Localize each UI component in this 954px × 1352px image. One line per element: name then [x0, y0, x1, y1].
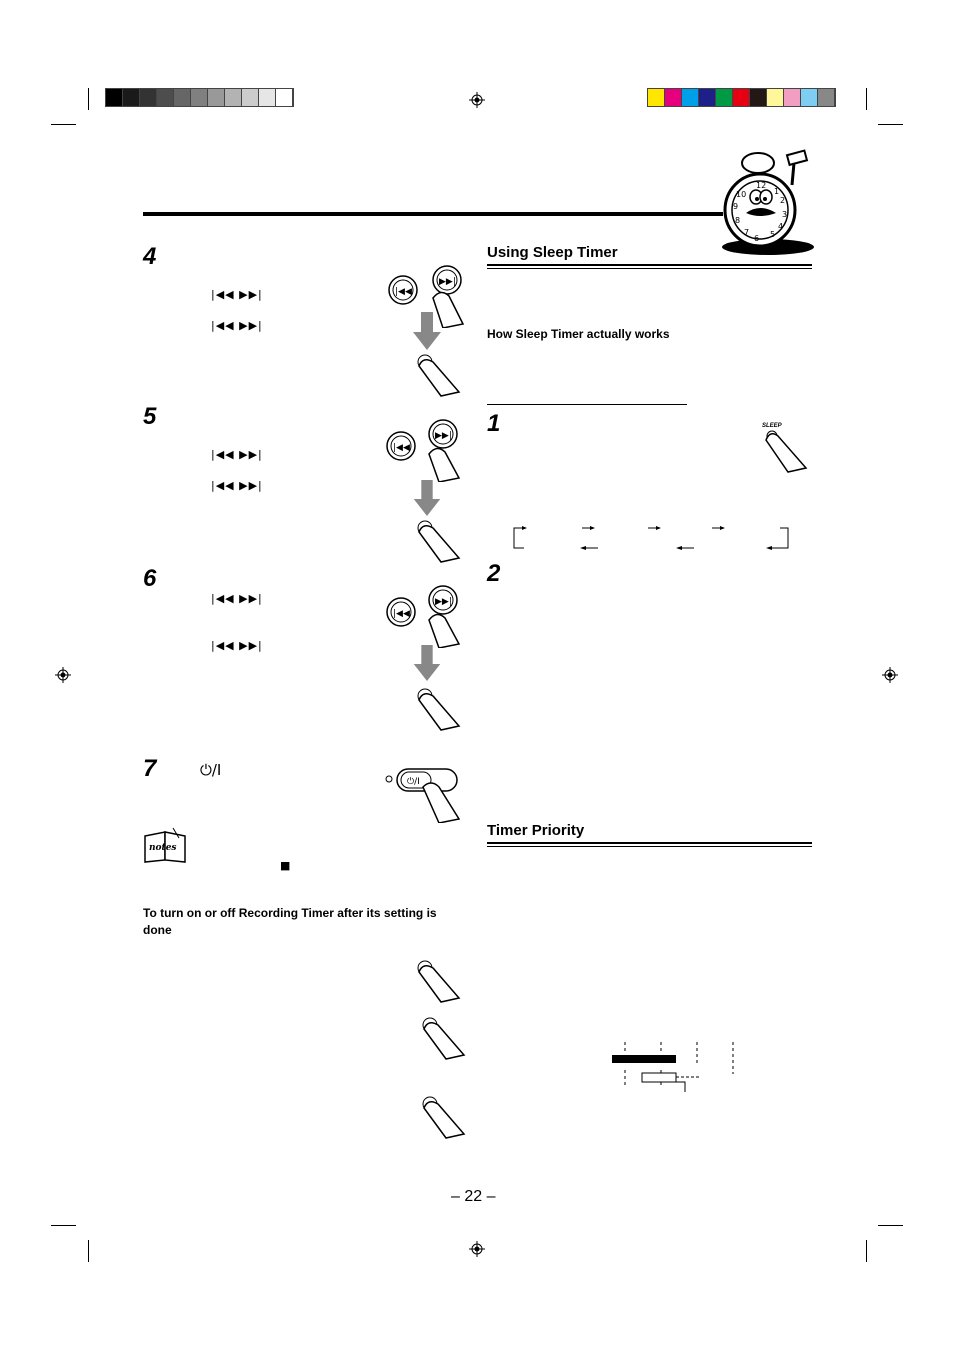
color-swatch	[242, 89, 259, 106]
svg-text:3: 3	[782, 210, 788, 219]
finger-press-icon	[413, 352, 463, 397]
step-number: 4	[143, 243, 157, 270]
svg-text:SLEEP: SLEEP	[762, 423, 782, 429]
skip-buttons-symbol: |◀◀ ▶▶|	[211, 319, 263, 332]
finger-press-icon	[413, 518, 463, 563]
how-sleep-timer-works: How Sleep Timer actually works	[487, 327, 670, 341]
color-swatch	[716, 89, 733, 106]
color-swatch	[818, 89, 835, 106]
section-rule	[487, 264, 812, 266]
recording-timer-subheading: To turn on or off Recording Timer after its setting is done	[143, 906, 437, 937]
process-color-bar	[647, 88, 836, 107]
registration-mark-icon	[55, 667, 71, 683]
registration-mark-icon	[469, 1241, 485, 1257]
color-swatch	[157, 89, 174, 106]
svg-text:▶▶|: ▶▶|	[439, 277, 456, 287]
finger-press-icon	[418, 1015, 468, 1060]
color-swatch	[733, 89, 750, 106]
step-number: 2	[487, 560, 501, 587]
thin-rule	[487, 404, 687, 405]
finger-press-icon	[413, 958, 463, 1003]
color-swatch	[750, 89, 767, 106]
step-number: 5	[143, 403, 157, 430]
crop-mark	[88, 88, 89, 110]
color-swatch	[123, 89, 140, 106]
color-swatch	[767, 89, 784, 106]
page-number: – 22 –	[451, 1188, 496, 1205]
registration-mark-icon	[469, 92, 485, 108]
grayscale-color-bar	[105, 88, 294, 107]
sleep-button-icon[interactable]	[758, 418, 810, 473]
stop-symbol: ■	[280, 859, 291, 872]
section-heading-sleep-timer: Using Sleep Timer	[487, 244, 618, 261]
skip-buttons-symbol: |◀◀ ▶▶|	[211, 448, 263, 461]
svg-text:|◀◀: |◀◀	[393, 443, 410, 453]
svg-text:5: 5	[770, 230, 776, 239]
skip-buttons-symbol: |◀◀ ▶▶|	[211, 288, 263, 301]
finger-press-icon	[418, 1094, 468, 1139]
svg-text:8: 8	[735, 216, 741, 225]
color-swatch	[648, 89, 665, 106]
section-rule	[487, 846, 812, 847]
color-swatch	[665, 89, 682, 106]
timer-priority-diagram	[605, 1042, 745, 1092]
step-number: 7	[143, 755, 157, 782]
svg-text:|◀◀: |◀◀	[393, 609, 410, 619]
svg-text:6: 6	[754, 234, 760, 243]
crop-mark	[866, 88, 867, 110]
registration-mark-icon	[882, 667, 898, 683]
crop-mark	[878, 124, 903, 125]
color-swatch	[208, 89, 225, 106]
section-heading-timer-priority: Timer Priority	[487, 822, 585, 839]
color-swatch	[276, 89, 293, 106]
section-rule	[487, 268, 812, 269]
color-swatch	[699, 89, 716, 106]
skip-buttons-symbol: |◀◀ ▶▶|	[211, 592, 263, 605]
color-swatch	[140, 89, 157, 106]
svg-text:▶▶|: ▶▶|	[435, 431, 452, 441]
sleep-sequence-diagram	[510, 522, 794, 552]
color-swatch	[106, 89, 123, 106]
skip-buttons-symbol: |◀◀ ▶▶|	[211, 639, 263, 652]
down-arrow-icon	[413, 645, 441, 681]
notes-icon	[143, 826, 189, 864]
svg-text:notes: notes	[149, 843, 177, 853]
color-swatch	[259, 89, 276, 106]
color-swatch	[225, 89, 242, 106]
color-swatch	[191, 89, 208, 106]
power-symbol: ⏻/I	[200, 761, 222, 779]
color-swatch	[682, 89, 699, 106]
power-button-icon[interactable]	[383, 765, 463, 823]
svg-text:12: 12	[756, 181, 767, 190]
alarm-clock-icon	[716, 145, 816, 257]
section-rule	[487, 842, 812, 844]
svg-text:9: 9	[733, 202, 739, 211]
svg-text:10: 10	[736, 190, 747, 199]
svg-text:⏻/I: ⏻/I	[407, 777, 420, 787]
skip-buttons-icon[interactable]	[383, 578, 463, 648]
color-swatch	[784, 89, 801, 106]
svg-text:|◀◀: |◀◀	[395, 287, 412, 297]
svg-text:1: 1	[774, 187, 780, 196]
top-rule	[143, 212, 723, 216]
finger-press-icon	[413, 686, 463, 731]
crop-mark	[878, 1225, 903, 1226]
skip-buttons-icon[interactable]	[383, 412, 463, 482]
down-arrow-icon	[413, 312, 441, 350]
skip-buttons-symbol: |◀◀ ▶▶|	[211, 479, 263, 492]
svg-text:▶▶|: ▶▶|	[435, 597, 452, 607]
crop-mark	[51, 124, 76, 125]
step-number: 6	[143, 565, 157, 592]
color-swatch	[174, 89, 191, 106]
crop-mark	[88, 1240, 89, 1262]
step-number: 1	[487, 410, 501, 437]
crop-mark	[51, 1225, 76, 1226]
color-swatch	[801, 89, 818, 106]
svg-text:4: 4	[778, 222, 784, 231]
svg-text:7: 7	[744, 228, 750, 237]
crop-mark	[866, 1240, 867, 1262]
svg-text:2: 2	[780, 196, 786, 205]
down-arrow-icon	[413, 480, 441, 516]
